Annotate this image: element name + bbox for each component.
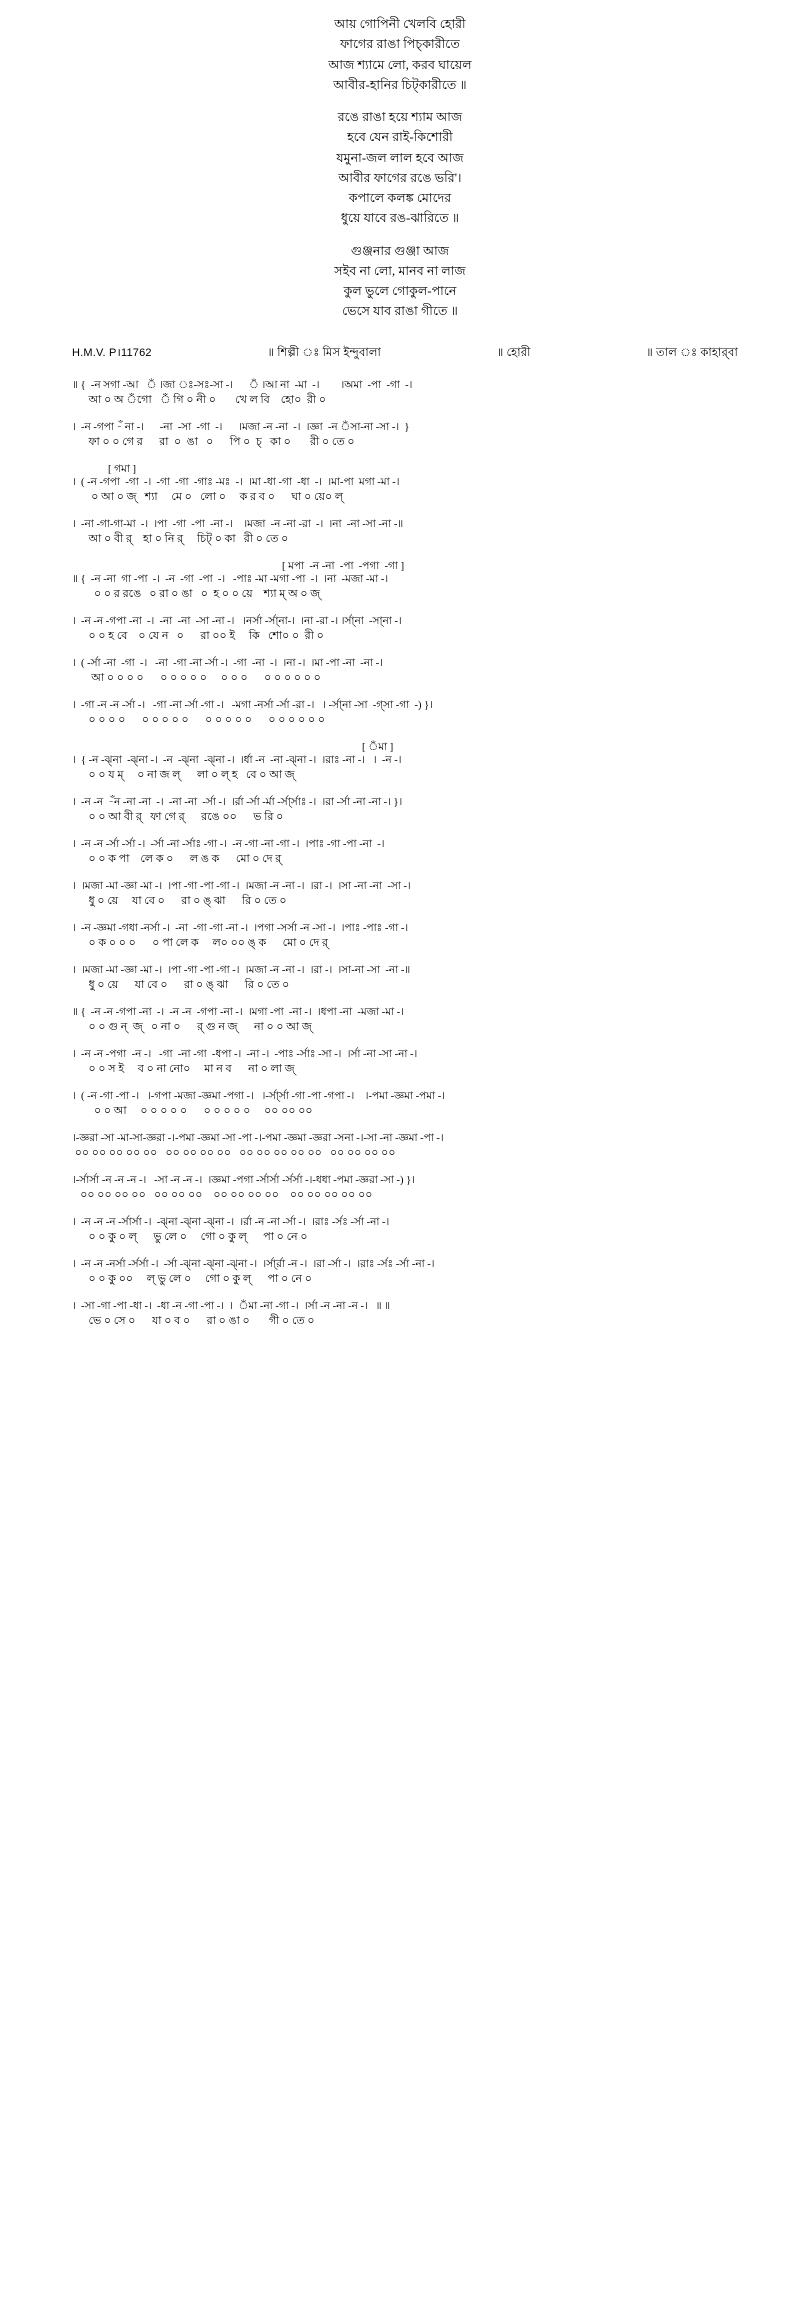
lyric-line: ভেসে যাব রাঙা গীতে ॥ <box>342 304 458 319</box>
lyric-line: হবে যেন রাই-কিশোরী <box>347 130 453 145</box>
notation-text-line: ০ ০ য ম্ ০ না জ ল্ লা ০ ল্ হ বে ০ আ জ্ <box>72 769 295 782</box>
notation-extra: [ মপা -ন -না -পা -পগা -গা ] <box>282 560 405 572</box>
notation-group <box>72 838 738 867</box>
notation-group <box>72 463 738 505</box>
lyric-line: ধুয়ে যাবে রঙ-ঝারিতে ॥ <box>340 211 460 226</box>
notation-text-line: ফা ০ ০ গে র রা ০ ঙা ০ পি ০ চ্ কা ০ রী ০ তে ০ <box>72 435 355 448</box>
notation-group <box>72 1216 738 1245</box>
tala-credit: ॥ তাল ঃ কাহার্‌বা <box>646 346 738 359</box>
notation-text-line: ০ ০ ০ ০ ০ ০ ০ ০ ০ ০ ০ ০ ০ ০ ০ ০ ০ ০ ০ ০ <box>72 714 326 727</box>
notation-text-line: ০ ক ০ ০ ০ ০ পা লে ক ল০ ০০ ঙ্ ক মো ০ দে র্ <box>72 937 329 950</box>
notation-text-line: ভে ০ সে ০ যা ০ ব ০ রা ০ ঙা ০ গী ০ তে ০ <box>72 1315 315 1328</box>
notation-group <box>72 657 738 686</box>
notation-area <box>0 379 800 1330</box>
notation-swara-line: । -না -গা-গা-মা -। ।পা -গা -পা -না -। ।মজা -ন -না -রা -। ।না -না -সা -না -॥ <box>72 518 404 530</box>
notation-text-line: আ ০ ০ ০ ০ ০ ০ ০ ০ ০ ০ ০ ০ ০ ০ ০ ০ ০ ০ <box>72 672 321 685</box>
notation-text-line: ধু ০ য়ে যা বে ০ রা ০ ঙ্ ঝা রি ০ তে ০ <box>72 979 290 992</box>
notation-group <box>72 379 738 408</box>
lyric-line: কপালে কলঙ্ক মোদের <box>348 191 452 205</box>
notation-text-line: ০ ০ কু ০ ল্ ভু লে ০ গো ০ কু ল্ পা ০ নে ০ <box>72 1231 308 1244</box>
notation-text-line: ০০ ০০ ০০ ০০ ০০ ০০ ০০ ০০ ০০ ০০ ০০ ০০ ০০ ০০ ০০ ০০ ০০ ০০ <box>72 1147 396 1160</box>
notation-swara-line: । -গা -ন -ন -র্সা -। -গা -না -র্সা -গা -। -মগা -নর্সা -র্সা -রা -। । -র্সা্না -সা -গ্সা -গা -) }। <box>72 699 433 711</box>
notation-group <box>72 699 738 728</box>
notation-swara-line: । -ন -ন -পগা -ন -। -গা -না -গা -ধপা -। -না -। -পাঃ -র্সাঃ -সা -। ।র্সা -না -সা -না -। <box>72 1049 418 1061</box>
notation-swara-line: । ( -র্সা -না -গা -। -না -গা -না -র্সা -। -গা -না -। ।না -। ।মা -পা -না -না -। <box>72 657 383 669</box>
notation-group <box>72 1048 738 1077</box>
notation-text-line: আ ০ বী র্ হা ০ নি র্ চিট্ ০ কা রী ০ তে ০ <box>72 532 289 545</box>
lyric-stanza <box>0 14 800 95</box>
notation-group <box>72 922 738 951</box>
notation-swara-line: । -ন -ন -গপা -না -। -না -না -সা -না -। ।নর্সা -র্সা্না-। ।না -রা -। ।র্সা্না -সা্না -। <box>72 615 402 627</box>
notation-swara-line: ।-জ্ঞরা -সা -মা-সা-জ্ঞরা -।-পমা -জ্ঞমা -সা -পা -।-পমা -জ্ঞমা -জ্ঞরা -সনা -।-সা -না -জ্ঞমা -পা -। <box>72 1133 444 1145</box>
lyric-line: আবীর-হানির চিট্‌কারীতে ॥ <box>333 77 467 92</box>
notation-extra: [ ‍ঁমা ] <box>362 741 394 753</box>
notation-swara-line: । -ন -ন -‍ঁন -না -না -। -না -না -র্সা -। ।র্রা -র্সা -র্মা -র্সা্র্সাঃ -। ।রা -র্সা -না -না -। }। <box>72 797 403 809</box>
notation-group <box>72 1006 738 1035</box>
notation-swara-line: । ( -ন -গা -পা -। ।-গপা -মজা -জ্ঞমা -পগা -। ।-র্সা্র্সা -গা -পা -গপা -। ।-পমা -জ্ঞমা -পমা -। <box>72 1091 446 1103</box>
lyric-line: ফাগের রাঙা পিচ্‌কারীতে <box>340 37 460 52</box>
notation-text-line: ০ ০ কু ০০ ল্ ভু লে ০ গো ০ কু ল্ পা ০ নে ০ <box>72 1273 312 1286</box>
lyric-stanza <box>0 107 800 229</box>
raga-credit: ॥ হোরী <box>496 346 531 359</box>
lyric-line: আয় গোপিনী খেলবি হোরী <box>334 17 466 31</box>
notation-swara-line: । ( -ন -গপা -গা -। -গা -গা -গাঃ -মঃ -। ।মা -ধা -গা -ধা -। ।মা-পা মগা -মা -। <box>72 476 400 488</box>
lyric-line: আজ শ্যামে লো, করব ঘায়েল <box>328 57 472 72</box>
notation-text-line: ০ ০ র রঙে ০ রা ০ ঙা ০ হ ০ ০ য়ে শ্যা ম্ অ ০ জ্ <box>72 587 321 600</box>
notation-swara-line: ॥ { -ন -ন -গপা -না -। -ন -ন -গপা -না -। ।মগা -পা -না -। ।ধপা -না -মজা -মা -। <box>72 1007 405 1019</box>
lyric-line: রঙে রাঙা হয়ে শ্যাম আজ <box>337 110 463 124</box>
lyric-line: সইব না লো, মানব না লাজ <box>334 263 466 278</box>
lyric-line: আবীর ফাগের রঙে ভরি'। <box>338 170 462 185</box>
notation-text-line: আ ০ অ ‍ঁগো ‍ঁ গি ০ নী ০ খে ল বি হো০ রী ০ <box>72 393 326 406</box>
notation-group <box>72 1258 738 1287</box>
notation-group <box>72 880 738 909</box>
notation-group <box>72 741 738 783</box>
notation-swara-line: । ।মজা -মা -জ্ঞা -মা -। ।পা -গা -পা -গা -। ।মজা -ন -না -। ।রা -। ।সা-না -সা -না -॥ <box>72 965 411 977</box>
lyric-line: যমুনা-জল লাল হবে আজ <box>336 150 464 165</box>
notation-group <box>72 518 738 547</box>
lyric-line: কুল ভুলে গোকুল-পানে <box>343 284 457 298</box>
notation-swara-line: ॥ { -ন সগা -আ ‍ঁ ।জা ঃ-সঃ-সা -। ‍ঁ ।আ না -মা -। ।অমা -পা -গা -। <box>72 379 413 391</box>
notation-group <box>72 1132 738 1161</box>
song-lyrics <box>0 14 800 322</box>
notation-swara-line: । -ন -ন -নর্সা -র্সর্সা -। -র্সা -ঝ্না -ঝ্না -ঝ্না -। ।র্সা্র্রা -ন -। ।রা -র্সা -। ।রাঃ -র্সঃ -র্সা -না -। <box>72 1259 435 1271</box>
notation-group <box>72 796 738 825</box>
notation-group <box>72 615 738 644</box>
notation-text-line: ০ ০ ক পা লে ক ০ ল ঙ ক মো ০ দে র্ <box>72 853 282 866</box>
notation-group <box>72 1300 738 1329</box>
lyric-stanza <box>0 241 800 322</box>
notation-text-line: ০ ০ আ ০ ০ ০ ০ ০ ০ ০ ০ ০ ০ ০০ ০০ ০০ <box>72 1105 313 1118</box>
notation-swara-line: । -ন -গপা -‍ঁ না -। -না -সা -গা -। ।মজা -ন -না -। ।জ্ঞা -ন ‍ঁসা-না -সা -। } <box>72 421 410 433</box>
credits-row <box>0 344 800 363</box>
notation-text-line: ০ ০ হ বে ০ যে ন ০ রা ০০ ই কি শো০ ০ রী ০ <box>72 630 324 642</box>
notation-swara-line: ॥ { -ন -না গা -পা -। -ন -গা -পা -। -পাঃ -মা -মগা -পা -। ।না -মজা -মা -। <box>72 573 389 585</box>
notation-text-line: ধু ০ য়ে যা বে ০ রা ০ ঙ্ ঝা রি ০ তে ০ <box>72 895 287 908</box>
record-number: H.M.V. P।11762 <box>72 346 152 359</box>
notation-swara-line: । -ন -জ্ঞমা -গধা -নর্সা -। -না -গা -গা -না -। ।পগা -সর্সা -ন -সা -। ।পাঃ -পাঃ -গা -। <box>72 923 409 935</box>
notation-group <box>72 1090 738 1119</box>
notation-swara-line: ।-র্সার্সা -ন -ন -ন -। -সা -ন -ন -। ।জ্ঞমা -পগা -র্সার্সা -র্সর্সা -।-ধধা -পমা -জ্ঞরা -সা -) }। <box>72 1175 415 1187</box>
notation-group <box>72 560 738 602</box>
notation-swara-line: । ।মজা -মা -জ্ঞা -মা -। ।পা -গা -পা -গা -। ।মজা -ন -না -। ।রা -। ।সা -না -না -সা -। <box>72 881 411 893</box>
notation-swara-line: । -ন -ন -র্সা -র্সা -। -র্সা -না -র্সাঃ -গা -। -ন -গা -না -গা -। ।পাঃ -গা -পা -না -। <box>72 839 385 851</box>
artist-credit: ॥ শিল্পী ঃ মিস ইন্দুবালা <box>267 346 381 359</box>
notation-text-line: ০ ০ আ বী র্ ফা গে র্ রঙে ০০ ভ রি ০ <box>72 811 284 824</box>
lyric-line: গুঞ্জনার গুঞ্জা আজ <box>350 243 450 258</box>
notation-group <box>72 1174 738 1203</box>
notation-text-line: ০ ০ গু ন্ জ্ ০ না ০ র্ গু ন জ্ না ০ ০ আ জ্ <box>72 1021 312 1034</box>
notation-extra: [ গমা ] <box>108 463 136 475</box>
notation-text-line: ০০ ০০ ০০ ০০ ০০ ০০ ০০ ০০ ০০ ০০ ০০ ০০ ০০ ০০ ০০ ০০ <box>72 1189 373 1202</box>
notation-group <box>72 964 738 993</box>
notation-swara-line: । -সা -গা -পা -ধা -। -ধা -ন -গা -পা -। । ‍ঁমা -না -গা -। ।র্সা -ন -না -ন -। ॥ ॥ <box>72 1301 391 1313</box>
notation-swara-line: । -ন -ন -ন -র্সার্সা -। -ঝ্না -ঝ্না -ঝ্না -। ।র্রা -ন -না -র্সা -। ।রাঃ -র্সঃ -র্সা -না -। <box>72 1217 390 1229</box>
notation-swara-line: । { -ন -ঝ্না -ঝ্না -। -ন -ঝ্না -ঝ্না -। ।র্ধা -ন -না -ঝ্না -। ।রাঃ -না -। । -ন -। <box>72 755 402 766</box>
notation-group <box>72 421 738 450</box>
notation-text-line: ০ আ ০ জ্ শ্যা মে ০ লো ০ ক র ব ০ ঘা ০ য়ে০ ল্ <box>72 490 344 503</box>
notation-text-line: ০ ০ স ই ব ০ না নো০ মা ন ব না ০ লা জ্ <box>72 1063 295 1076</box>
